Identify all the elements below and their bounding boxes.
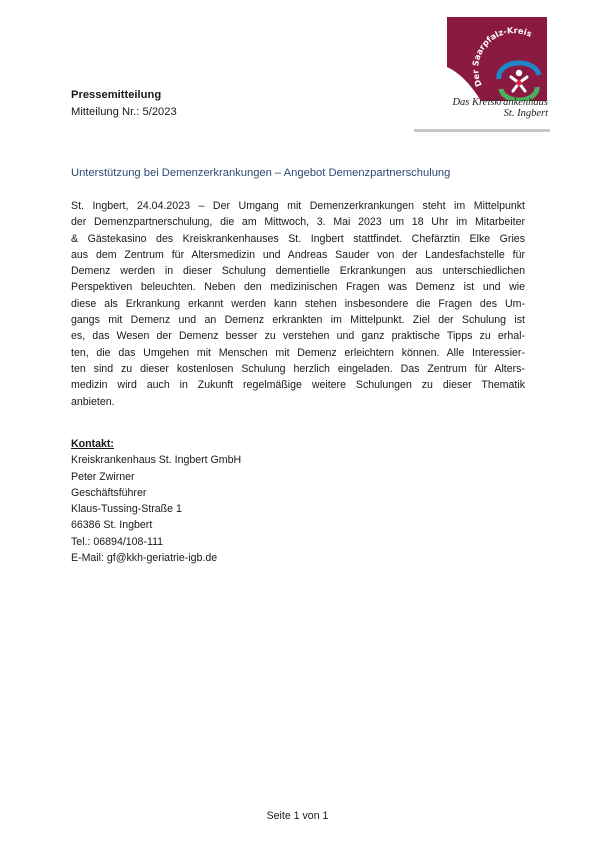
body-line: aus dem Zentrum für Altersmedizin und Andreas Sauder von der Landesfachstelle für xyxy=(71,248,525,261)
contact-company: Kreiskrankenhaus St. Ingbert GmbH xyxy=(71,454,242,467)
logo-arc-text: Der Saarpfalz-Kreis xyxy=(470,25,534,89)
article-body xyxy=(71,198,525,410)
logo-hospital-line1: Das Kreiskrankenhaus xyxy=(452,97,548,108)
body-line: medizin wird auch in Zukunft regelmäßige weitere Schulungen zu dieser Thematik xyxy=(71,379,525,392)
logo-hospital-line2: St. Ingbert xyxy=(503,108,548,119)
body-line: diese als Erkrankung erkannt werden kann stehen insbesondere die Fragen des Um- xyxy=(71,297,525,310)
contact-label: Kontakt: xyxy=(71,438,114,450)
contact-block xyxy=(71,436,241,566)
body-line: gangs mit Demenz und an Demenz erkrankten im Mittelpunkt. Ziel der Schulung ist xyxy=(71,314,525,327)
contact-role: Geschäftsführer xyxy=(71,486,147,499)
body-line: ten, die das Umgehen mit Menschen mit Demenz erleichtern können. Alle Interessier- xyxy=(71,346,525,359)
page-number: Seite 1 von 1 xyxy=(266,810,329,822)
contact-person: Peter Zwirner xyxy=(71,470,135,483)
contact-city: 66386 St. Ingbert xyxy=(71,519,153,532)
article-headline: Unterstützung bei Demenzerkrankungen – Angebot Demenzpartnerschulung xyxy=(71,167,451,179)
body-line: es, das Wesen der Demenz besser zu verstehen und ganz praktische Tipps zu erhal- xyxy=(71,330,525,343)
press-release-title: Pressemitteilung xyxy=(71,89,162,101)
body-line: St. Ingbert, 24.04.2023 – Der Umgang mit Demenzerkrankungen steht im Mittelpunkt xyxy=(71,200,525,212)
body-line: Demenz werden in dieser Schulung dementielle Erkrankungen aus unterschiedlichen xyxy=(71,265,525,278)
header-divider xyxy=(414,129,550,132)
body-line: der Demenzpartnerschulung, die am Mittwoch, 3. Mai 2023 um 18 Uhr im Mitarbeiter xyxy=(71,216,525,229)
release-number: Mitteilung Nr.: 5/2023 xyxy=(71,106,177,118)
body-line: ten sind zu dieser kostenlosen Schulung herzlich eingeladen. Das Zentrum für Alters- xyxy=(71,362,525,375)
body-line: & Gästekasino des Kreiskrankenhauses St. Ingbert stattfindet. Chefärztin Elke Gries xyxy=(71,232,525,245)
body-line: Perspektiven beleuchten. Neben den medizinischen Fragen was Demenz ist und wie xyxy=(71,281,525,294)
contact-phone: Tel.: 06894/108-111 xyxy=(71,535,164,548)
contact-email[interactable]: E-Mail: gf@kkh-geriatrie-igb.de xyxy=(71,552,218,565)
contact-street: Klaus-Tussing-Straße 1 xyxy=(71,503,182,516)
body-line: anbieten. xyxy=(71,395,115,408)
saarpfalz-kreis-logo xyxy=(447,17,547,101)
